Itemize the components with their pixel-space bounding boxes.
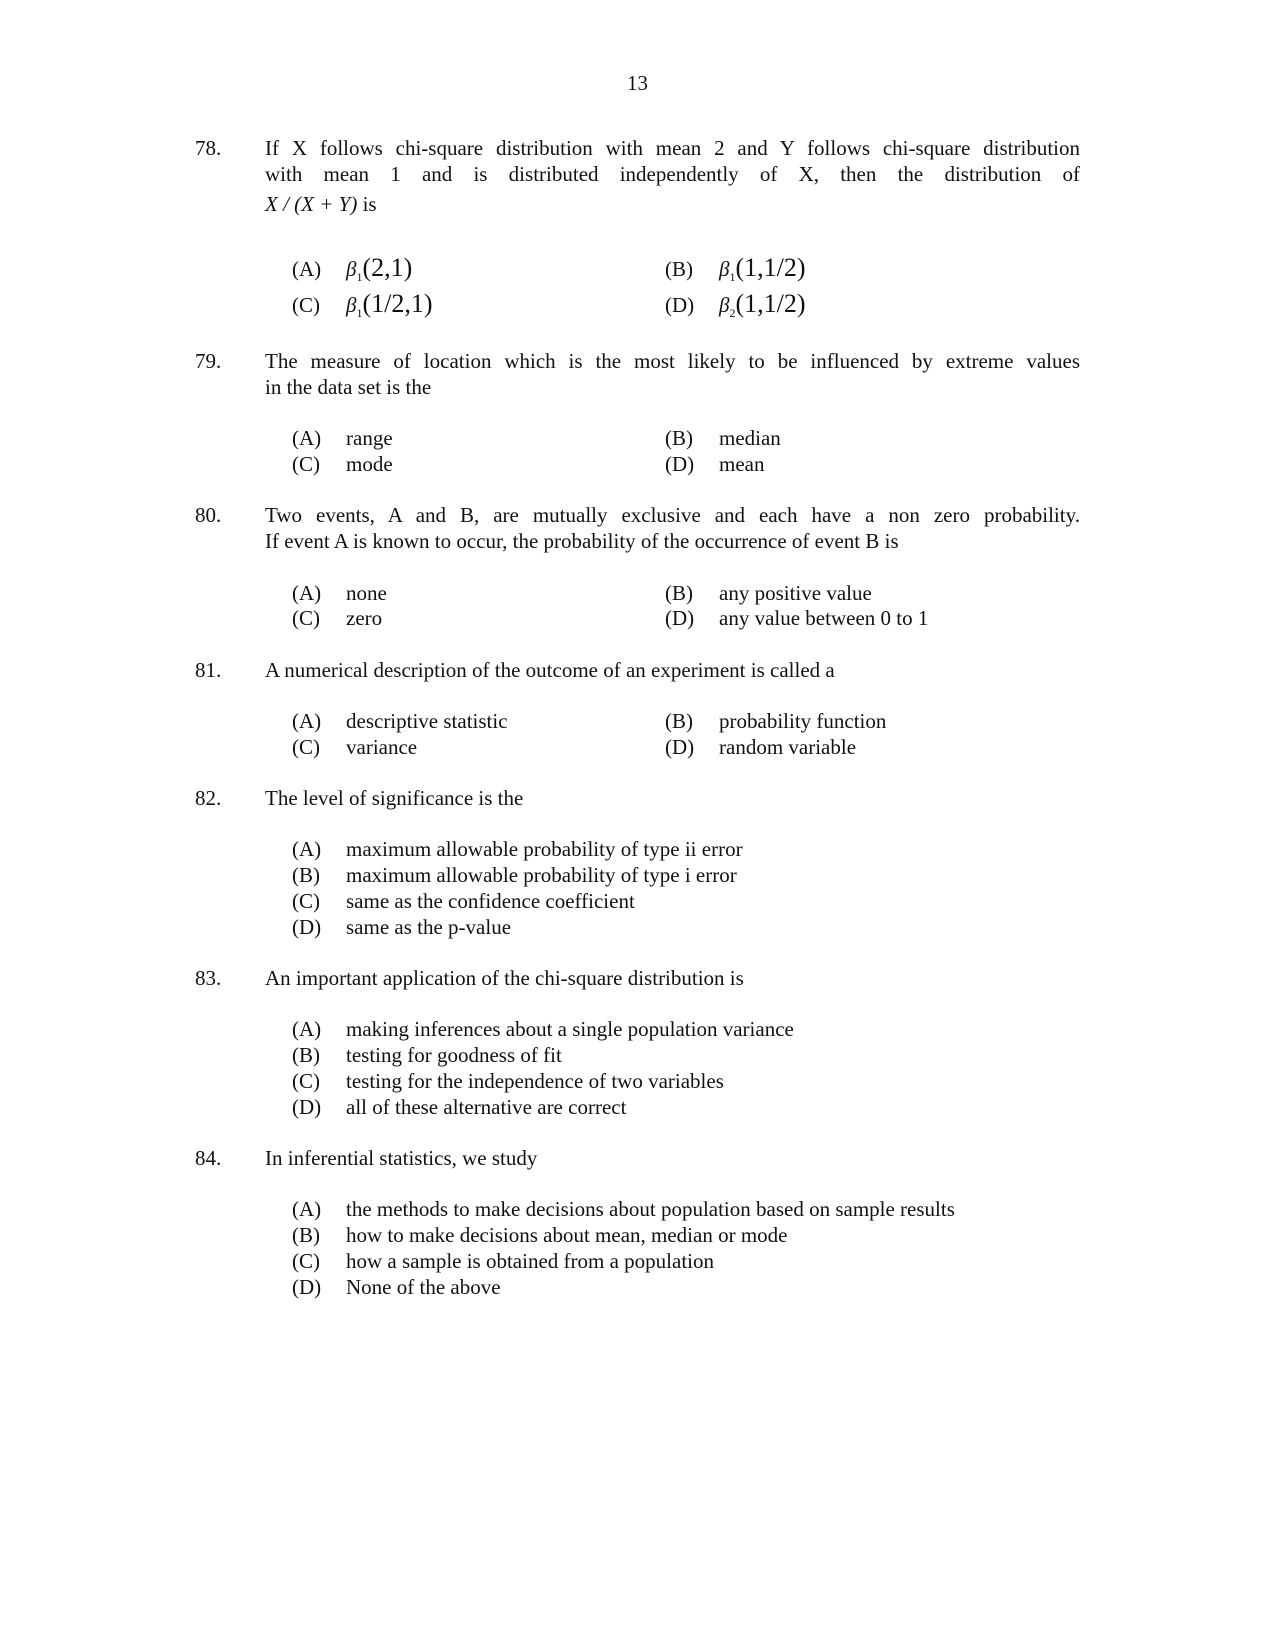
option-c (292, 1068, 724, 1094)
option-a (292, 580, 387, 606)
stem-line: Two events, A and B, are mutually exclusive and each have a non zero probability. (265, 503, 1080, 527)
option-a (292, 708, 508, 734)
question-stem (265, 965, 1080, 991)
option-label: (C) (292, 452, 320, 476)
beta-args: (1/2,1) (362, 289, 433, 318)
question-number: 81. (195, 658, 222, 682)
option-label: (A) (292, 581, 322, 605)
option-text: maximum allowable probability of type ii error (346, 837, 743, 861)
beta-subscript: 1 (356, 270, 363, 285)
option-text: none (346, 581, 387, 605)
option-a (292, 425, 393, 451)
option-text: same as the confidence coefficient (346, 889, 635, 913)
option-label: (B) (665, 426, 693, 450)
option-c (292, 451, 393, 477)
option-d (665, 734, 856, 760)
math-expression: X / (X + Y) (265, 192, 358, 216)
option-a (292, 1196, 955, 1222)
option-label: (D) (292, 1095, 322, 1119)
option-text: same as the p-value (346, 915, 512, 939)
option-label: (C) (292, 1069, 320, 1093)
stem-tail: is (362, 192, 377, 216)
option-label: (D) (292, 1275, 322, 1299)
question-stem (265, 135, 1080, 217)
option-label: (B) (292, 1043, 320, 1067)
option-c (292, 1248, 714, 1274)
beta-subscript: 2 (729, 306, 736, 321)
option-a (292, 1016, 794, 1042)
question-number: 79. (195, 349, 222, 373)
page-number: 13 (627, 71, 648, 95)
option-text: making inferences about a single population variance (346, 1017, 794, 1041)
option-text: None of the above (346, 1275, 501, 1299)
stem-line: in the data set is the (265, 375, 432, 399)
option-text: range (346, 426, 393, 450)
option-text: testing for the independence of two variables (346, 1069, 724, 1093)
option-label: (C) (292, 1249, 320, 1273)
option-label: (D) (665, 735, 695, 759)
beta-args: (2,1) (362, 253, 413, 282)
option-label: (A) (292, 837, 322, 861)
question-stem (265, 1145, 1080, 1171)
option-a (292, 255, 412, 290)
question-stem (265, 502, 1080, 554)
stem-line: A numerical description of the outcome of an experiment is called a (265, 658, 835, 682)
option-d (665, 451, 764, 477)
stem-line: with mean 1 and is distributed independently of X, then the distribution of (265, 162, 1080, 186)
option-text: all of these alternative are correct (346, 1095, 627, 1119)
option-text: mean (719, 452, 765, 476)
stem-line: If X follows chi-square distribution with mean 2 and Y follows chi-square distribution (265, 136, 1080, 160)
stem-line: If event A is known to occur, the probability of the occurrence of event B is (265, 529, 899, 553)
option-text: descriptive statistic (346, 709, 508, 733)
option-label: (B) (665, 581, 693, 605)
question-number: 80. (195, 503, 222, 527)
option-text: testing for goodness of fit (346, 1043, 562, 1067)
option-label: (D) (665, 606, 695, 630)
option-text: probability function (719, 709, 887, 733)
option-text: median (719, 426, 781, 450)
option-c (292, 605, 382, 631)
option-b (665, 255, 806, 290)
beta-args: (1,1/2) (735, 253, 806, 282)
beta-subscript: 1 (356, 306, 363, 321)
question-stem (265, 348, 1080, 400)
option-label: (A) (292, 709, 322, 733)
option-label: (C) (292, 889, 320, 913)
option-d (292, 1094, 626, 1120)
option-b (292, 1222, 787, 1248)
option-label: (A) (292, 257, 322, 281)
option-text: how a sample is obtained from a population (346, 1249, 715, 1273)
option-text: the methods to make decisions about population based on sample results (346, 1197, 955, 1221)
beta-symbol: β (346, 293, 357, 317)
option-label: (D) (292, 915, 322, 939)
option-text: maximum allowable probability of type i error (346, 863, 737, 887)
option-text: how to make decisions about mean, median or mode (346, 1223, 788, 1247)
option-label: (C) (292, 735, 320, 759)
stem-line: In inferential statistics, we study (265, 1146, 538, 1170)
stem-line: The measure of location which is the most likely to be influenced by extreme values (265, 349, 1080, 373)
beta-symbol: β (719, 257, 730, 281)
option-b (292, 862, 737, 888)
question-stem (265, 785, 1080, 811)
option-d (665, 291, 806, 326)
option-a (292, 836, 743, 862)
option-c (292, 291, 433, 326)
option-label: (C) (292, 606, 320, 630)
beta-symbol: β (719, 293, 730, 317)
option-text: mode (346, 452, 393, 476)
option-label: (B) (665, 709, 693, 733)
option-b (665, 708, 886, 734)
stem-line: The level of significance is the (265, 786, 524, 810)
question-stem (265, 657, 1080, 683)
option-label: (A) (292, 1197, 322, 1221)
option-b (665, 425, 781, 451)
beta-args: (1,1/2) (735, 289, 806, 318)
option-b (292, 1042, 562, 1068)
option-c (292, 734, 417, 760)
option-label: (A) (292, 1017, 322, 1041)
option-text: variance (346, 735, 418, 759)
option-label: (A) (292, 426, 322, 450)
question-number: 83. (195, 966, 222, 990)
option-label: (D) (665, 293, 695, 317)
question-number: 84. (195, 1146, 222, 1170)
beta-subscript: 1 (729, 270, 736, 285)
option-label: (B) (292, 1223, 320, 1247)
stem-line: An important application of the chi-square distribution is (265, 966, 744, 990)
option-d (292, 914, 511, 940)
option-text: zero (346, 606, 383, 630)
option-label: (B) (292, 863, 320, 887)
option-text: any value between 0 to 1 (719, 606, 929, 630)
stem-line (265, 191, 1080, 217)
option-label: (C) (292, 293, 320, 317)
question-number: 82. (195, 786, 222, 810)
option-text: any positive value (719, 581, 872, 605)
beta-symbol: β (346, 257, 357, 281)
option-c (292, 888, 635, 914)
option-d (292, 1274, 501, 1300)
question-number: 78. (195, 136, 222, 160)
option-label: (B) (665, 257, 693, 281)
option-text: random variable (719, 735, 857, 759)
option-d (665, 605, 928, 631)
option-label: (D) (665, 452, 695, 476)
option-b (665, 580, 872, 606)
